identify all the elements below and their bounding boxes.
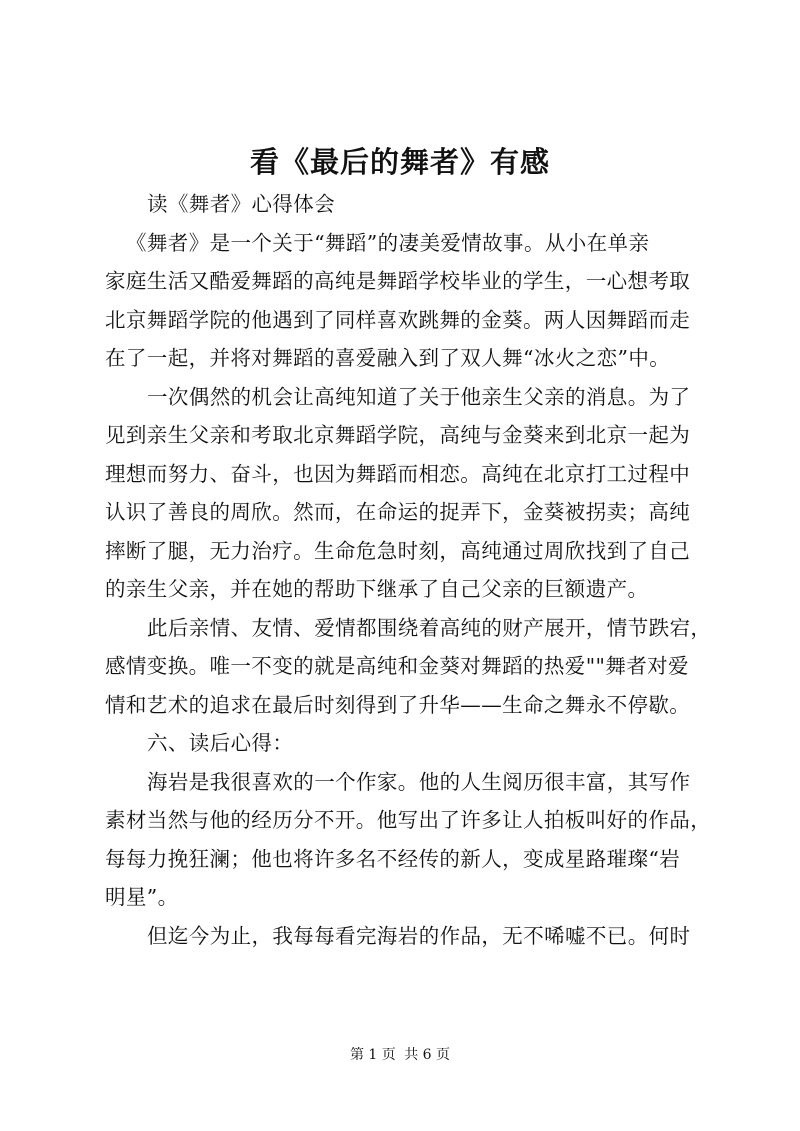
text-line: 海岩是我很喜欢的一个作家。他的人生阅历很丰富，其写作 <box>147 769 691 794</box>
document-body <box>105 185 725 955</box>
text-line: 的亲生父亲，并在她的帮助下继承了自己父亲的巨额遗产。 <box>105 577 649 601</box>
text-line: 《舞者》是一个关于“舞蹈”的凄美爱情故事。从小在单亲 <box>126 230 650 255</box>
text-line: 六、读后心得： <box>147 731 294 755</box>
page-number: 第 1 页 <box>349 1047 396 1063</box>
document-title: 看《最后的舞者》有感 <box>249 145 550 179</box>
text-line: 认识了善良的周欣。然而，在命运的捉弄下，金葵被拐卖；高纯 <box>105 500 691 524</box>
text-line: 一次偶然的机会让高纯知道了关于他亲生父亲的消息。为了 <box>147 384 691 409</box>
text-line: 理想而努力、奋斗，也因为舞蹈而相恋。高纯在北京打工过程中 <box>105 461 691 486</box>
text-line: 北京舞蹈学院的他遇到了同样喜欢跳舞的金葵。两人因舞蹈而走 <box>105 307 691 332</box>
text-line: 明星”。 <box>105 885 179 909</box>
text-line: 素材当然与他的经历分不开。他写出了许多让人拍板叫好的作品， <box>105 808 712 832</box>
text-line: 此后亲情、友情、爱情都围绕着高纯的财产展开，情节跌宕， <box>147 615 712 640</box>
text-line: 情和艺术的追求在最后时刻得到了升华——生命之舞永不停歇。 <box>105 692 691 717</box>
text-line: 读《舞者》心得体会 <box>147 192 336 216</box>
text-line: 感情变换。唯一不变的就是高纯和金葵对舞蹈的热爱""舞者对爱 <box>105 654 689 678</box>
text-line: 家庭生活又酷爱舞蹈的高纯是舞蹈学校毕业的学生，一心想考取 <box>105 269 691 293</box>
page-footer <box>0 1045 800 1065</box>
text-line: 每每力挽狂澜；他也将许多名不经传的新人，变成星路璀璨“岩 <box>105 846 681 871</box>
text-line: 见到亲生父亲和考取北京舞蹈学院，高纯与金葵来到北京一起为 <box>105 423 691 447</box>
page-total: 共 6 页 <box>404 1047 451 1063</box>
text-line: 在了一起，并将对舞蹈的喜爱融入到了双人舞“冰火之恋”中。 <box>105 346 671 370</box>
text-line: 摔断了腿，无力治疗。生命危急时刻，高纯通过周欣找到了自己 <box>105 538 691 563</box>
text-line: 但迄今为止，我每每看完海岩的作品，无不唏嘘不已。何时 <box>147 923 691 948</box>
